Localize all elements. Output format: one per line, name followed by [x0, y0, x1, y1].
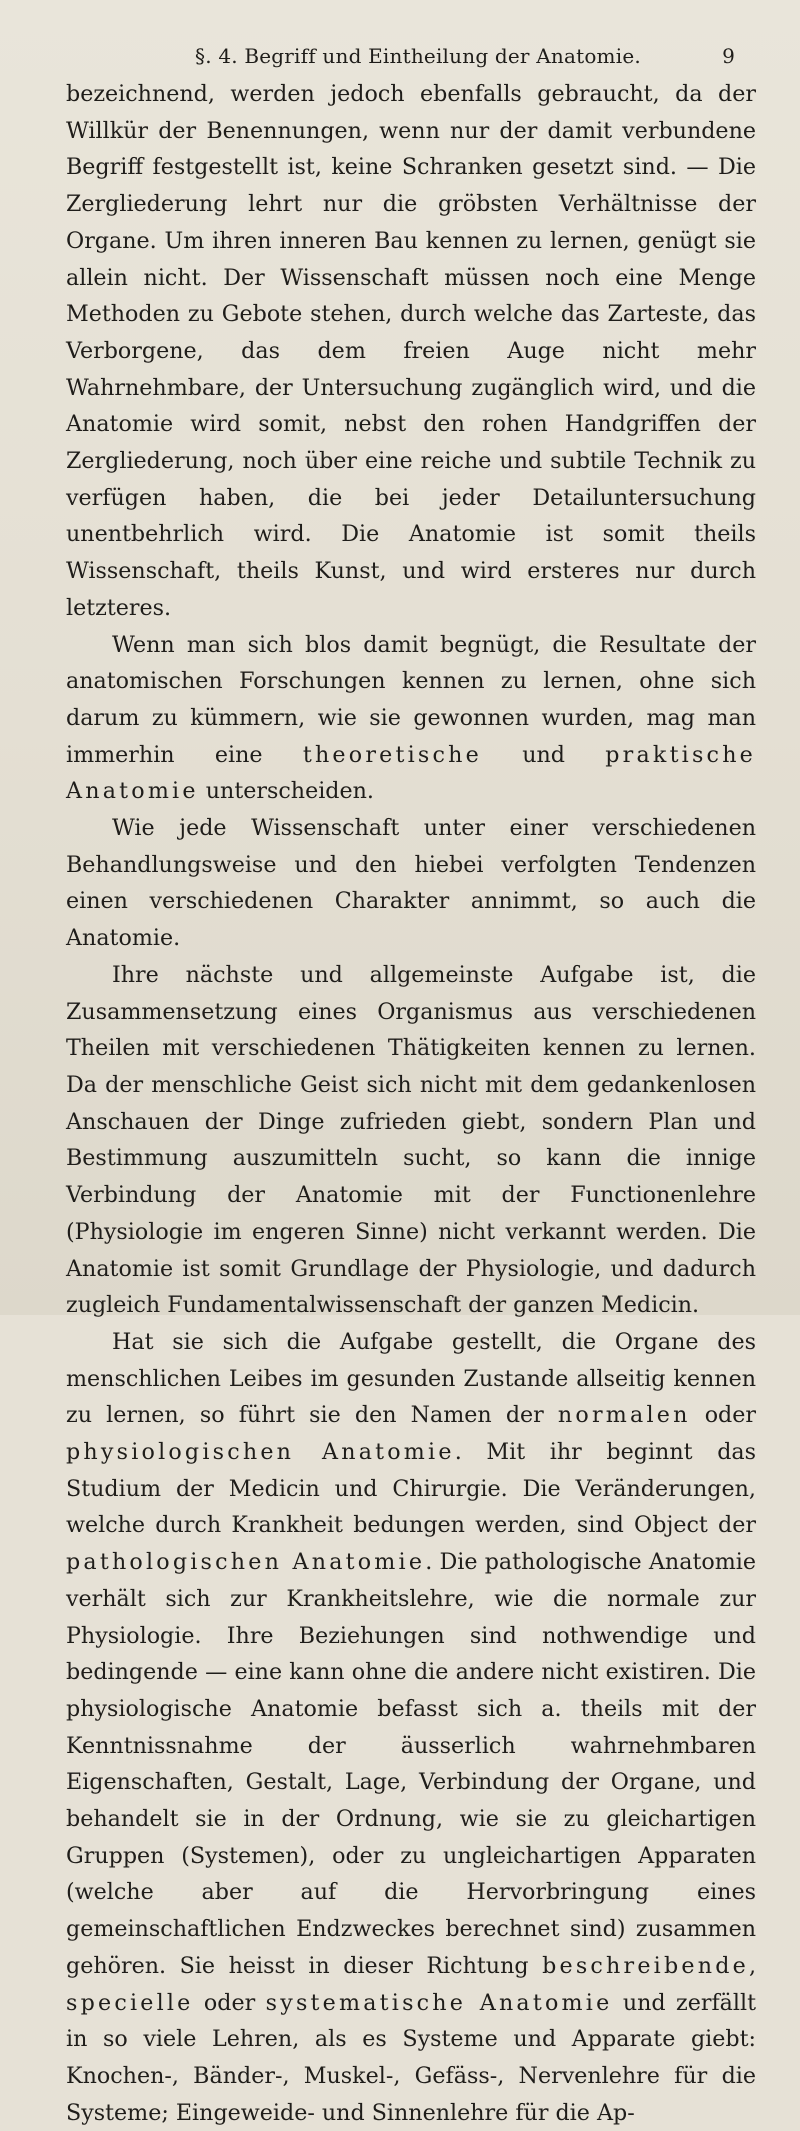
text-run: bezeichnend, werden jedoch ebenfalls gebraucht, da der Willkür der Benennungen, wenn nur der damit verbundene Begriff festgestellt ist, keine Schranken gesetzt sind. — Die Zergliederung lehrt nur die gröbsten Verhältnisse der Organe. Um ihren inneren Bau kennen zu lernen, genügt sie allein nicht. Der Wissenschaft müssen noch eine Menge Methoden zu Gebote stehen, durch welche das Zarteste, das Verborgene, das dem freien Auge nicht mehr Wahrnehmbare, der Untersuchung zugänglich wird, und die Anatomie wird somit, nebst den rohen Handgriffen der Zergliederung, noch über eine reiche und subtile Technik zu verfügen haben, die bei jeder Detailuntersuchung unentbehrlich wird. Die Anatomie ist somit theils Wissenschaft, theils Kunst, und wird ersteres nur durch letzteres.: [66, 81, 756, 621]
page-number: 9: [722, 44, 735, 68]
text-run: unterscheiden.: [198, 778, 374, 805]
text-run: oder: [690, 1402, 756, 1429]
running-header: [195, 44, 735, 74]
spaced-emphasis-text: praktische Anatomie: [66, 741, 757, 805]
text-run: und zerfällt in so viele Lehren, als es Systeme und Apparate giebt: Knochen-, Bänder-, Muskel-, Gefäss-, Nervenlehre für die Systeme; Eingeweide- und Sinnenlehre für die Ap-: [66, 1989, 756, 2126]
spaced-emphasis-text: specielle: [66, 1989, 194, 2016]
text-run: oder: [193, 1989, 266, 2016]
spaced-emphasis-text: theoretische: [302, 741, 482, 768]
spaced-emphasis-text: systematische Anatomie: [265, 1989, 613, 2016]
text-run: . Die pathologische Anatomie verhält sich zur Krankheitslehre, wie die normale zur Physiologie. Ihre Beziehungen sind nothwendige und bedingende — eine kann ohne die andere nicht existiren. Die physiologische Anatomie befasst sich a. theils mit der Kenntnissnahme der äusserlich wahrnehmbaren Eigenschaften, Gestalt, Lage, Verbindung der Organe, und behandelt sie in der Ordnung, wie sie zu gleichartigen Gruppen (Systemen), oder zu ungleichartigen Apparaten (welche aber auf die Hervorbringung eines gemeinschaftlichen Endzweckes berechnet sind) zusammen gehören. Sie heisst in dieser Richtung: [66, 1549, 756, 1979]
text-run: Ihre nächste und allgemeinste Aufgabe ist, die Zusammensetzung eines Organismus aus verschiedenen Theilen mit verschiedenen Thätigkeiten kennen zu lernen. Da der menschliche Geist sich nicht mit dem gedankenlosen Anschauen der Dinge zufrieden giebt, sondern Plan und Bestimmung auszumitteln sucht, so kann die innige Verbindung der Anatomie mit der Functionenlehre (Physiologie im engeren Sinne) nicht verkannt werden. Die Anatomie ist somit Grundlage der Physiologie, und dadurch zugleich Fundamentalwissenschaft der ganzen Medicin.: [66, 961, 756, 1319]
paragraph: [66, 1324, 756, 2131]
text-run: ,: [748, 1952, 756, 1979]
text-run: . Mit ihr beginnt das Studium der Medicin und Chirurgie. Die Veränderungen, welche durch Krankheit bedungen werden, sind Object der: [66, 1439, 757, 1539]
running-title: §. 4. Begriff und Eintheilung der Anatomie.: [195, 44, 641, 68]
text-run: Wie jede Wissenschaft unter einer verschiedenen Behandlungsweise und den hiebei verfolgten Tendenzen einen verschiedenen Charakter annimmt, so auch die Anatomie.: [66, 815, 756, 952]
paragraph: [66, 957, 756, 1324]
paragraph: [66, 627, 756, 811]
spaced-emphasis-text: pathologischen Anatomie: [66, 1549, 426, 1576]
spaced-emphasis-text: normalen: [557, 1402, 691, 1429]
paragraph: [66, 76, 756, 627]
paragraph: [66, 810, 756, 957]
spaced-emphasis-text: physiologischen Anatomie: [66, 1439, 455, 1466]
spaced-emphasis-text: beschreibende: [542, 1952, 749, 1979]
body-text: [66, 76, 756, 2131]
text-run: Wenn man sich blos damit begnügt, die Resultate der anatomischen Forschungen kennen zu lernen, ohne sich darum zu kümmern, wie sie gewonnen wurden, mag man immerhin eine: [66, 631, 756, 768]
text-run: Hat sie sich die Aufgabe gestellt, die Organe des menschlichen Leibes im gesunden Zustande allseitig kennen zu lernen, so führt sie den Namen der: [66, 1328, 756, 1429]
text-run: und: [481, 741, 606, 768]
